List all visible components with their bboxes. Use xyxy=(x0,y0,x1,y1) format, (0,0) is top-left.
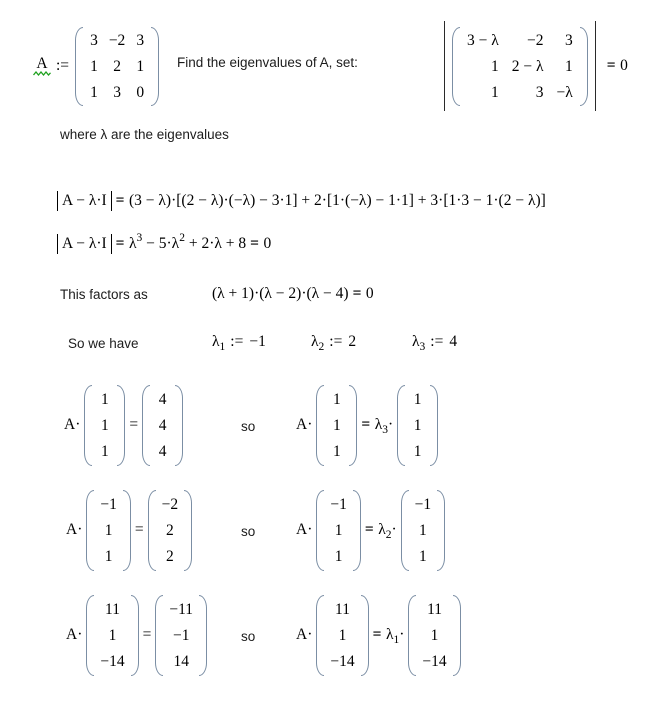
boolean-equals: = xyxy=(115,235,126,252)
lambda3-definition[interactable] xyxy=(412,333,457,351)
left-paren xyxy=(452,27,460,106)
product-vector: 4 4 4 xyxy=(142,385,183,466)
where-text-region[interactable]: where λ are the eigenvalues xyxy=(60,127,229,142)
left-paren xyxy=(148,490,156,571)
matrix-a-definition-region[interactable] xyxy=(33,26,159,106)
green-squiggle-underline-icon xyxy=(33,71,51,76)
prompt-text-region[interactable]: Find the eigenvalues of A, set: xyxy=(177,55,358,70)
eigen-identity-equation[interactable] xyxy=(296,593,461,677)
right-paren xyxy=(184,490,192,571)
eigen-check-equation[interactable] xyxy=(66,488,192,572)
matrix-cell: 2 − λ xyxy=(511,57,544,75)
right-paren xyxy=(199,595,207,676)
right-paren xyxy=(353,490,361,571)
boolean-equals: = xyxy=(352,285,362,302)
matrix-a-ref: A· xyxy=(296,521,313,538)
eigenvector: 1 1 1 xyxy=(84,385,125,466)
lambda-factor: $\lambda_1\cdot$ xyxy=(385,626,405,646)
assign-operator: := xyxy=(56,57,70,74)
lambda3-symbol: $\lambda_3$ xyxy=(412,333,426,353)
left-paren xyxy=(84,385,92,466)
left-paren xyxy=(408,595,416,676)
matrix-cell: −2 xyxy=(527,31,544,49)
lambda-factor: $\lambda_3\cdot$ xyxy=(374,416,394,436)
factors-equation-region[interactable] xyxy=(212,285,374,303)
factors-rhs: 0 xyxy=(365,285,374,302)
determinant-matrix xyxy=(452,27,588,106)
matrix-a-ref: A· xyxy=(66,521,83,538)
eigenvector: 1 1 1 xyxy=(316,385,357,466)
boolean-equals: = xyxy=(250,235,260,252)
matrix-a-ref: A· xyxy=(66,626,83,643)
right-paren xyxy=(453,595,461,676)
eigenvector: 11 1 −14 xyxy=(86,595,138,676)
left-paren xyxy=(401,490,409,571)
product-vector: −11 −1 14 xyxy=(155,595,207,676)
so-label: so xyxy=(241,524,256,539)
abs-value-lhs: A − λ·I xyxy=(57,234,112,254)
lambda2-definition[interactable] xyxy=(311,333,356,351)
variable-a-label xyxy=(33,56,51,77)
polynomial-equation-region[interactable] xyxy=(57,234,271,254)
determinant-rhs: 0 xyxy=(620,57,628,74)
boolean-equals: = xyxy=(115,192,126,209)
matrix-a-ref: A· xyxy=(296,416,313,433)
matrix-cell: 1 xyxy=(491,83,499,101)
matrix-cell: 3 − λ xyxy=(467,31,499,49)
expansion-equation-region[interactable] xyxy=(57,191,546,211)
left-paren xyxy=(316,385,324,466)
eigen-check-equation[interactable] xyxy=(64,383,183,467)
matrix-a-ref: A· xyxy=(64,416,81,433)
expansion-expression: (3 − λ)·[(2 − λ)·(−λ) − 3·1] + 2·[1·(−λ) − 1·1] + 3·[1·3 − 1·(2 − λ)] xyxy=(129,192,546,209)
matrix-cell: 3 xyxy=(535,83,544,101)
product-vector: −2 2 2 xyxy=(148,490,193,571)
equals: = xyxy=(129,416,139,433)
verification-row xyxy=(0,488,656,572)
boolean-equals: = xyxy=(364,521,375,538)
abs-value-lhs: A − λ·I xyxy=(57,191,112,211)
eigen-identity-equation[interactable] xyxy=(296,488,445,572)
eigen-identity-equation[interactable] xyxy=(296,383,438,467)
determinant-left-bar xyxy=(444,21,445,111)
lambda1-value: −1 xyxy=(249,333,266,350)
left-paren xyxy=(155,595,163,676)
right-paren xyxy=(117,385,125,466)
factored-expression: (λ + 1)·(λ − 2)·(λ − 4) xyxy=(212,285,349,302)
eigenvector: −1 1 1 xyxy=(316,490,361,571)
matrix-cell: 3 xyxy=(113,83,121,101)
assign-operator: := xyxy=(430,333,444,350)
right-paren xyxy=(349,385,357,466)
right-paren xyxy=(131,595,139,676)
matrix-a xyxy=(75,27,159,106)
factors-label-region[interactable]: This factors as xyxy=(60,287,148,302)
right-paren xyxy=(151,27,159,106)
matrix-cell: 1 xyxy=(136,57,145,75)
lambda2-value: 2 xyxy=(348,333,357,350)
polynomial-expression: $\lambda^3 - 5\cdot\lambda^2 + 2\cdot\lambda + 8$ xyxy=(129,232,247,252)
verification-row xyxy=(0,383,656,467)
matrix-cell: 3 xyxy=(136,31,145,49)
left-paren xyxy=(316,595,324,676)
lambda-factor: $\lambda_2\cdot$ xyxy=(378,521,397,541)
left-paren xyxy=(75,27,83,106)
right-paren xyxy=(580,27,588,106)
right-paren xyxy=(175,385,183,466)
boolean-equals: = xyxy=(606,57,617,74)
right-paren xyxy=(437,490,445,571)
matrix-cell: 1 xyxy=(491,57,499,75)
lambda1-symbol: $\lambda_1$ xyxy=(212,333,226,353)
verification-row xyxy=(0,593,656,677)
left-paren xyxy=(316,490,324,571)
eigenvector: −1 1 1 xyxy=(401,490,446,571)
matrix-cell: −λ xyxy=(556,83,573,101)
left-paren xyxy=(142,385,150,466)
matrix-cell: 1 xyxy=(90,83,98,101)
determinant-region[interactable] xyxy=(441,24,628,108)
boolean-equals: = xyxy=(372,626,382,643)
eigenvector: 11 1 −14 xyxy=(408,595,460,676)
variable-a: A xyxy=(36,54,48,72)
eigenvector: −1 1 1 xyxy=(86,490,131,571)
lambda2-symbol: $\lambda_2$ xyxy=(311,333,325,353)
boolean-equals: = xyxy=(361,416,371,433)
assign-operator: := xyxy=(329,333,343,350)
left-paren xyxy=(86,595,94,676)
right-paren xyxy=(430,385,438,466)
matrix-cell: 2 xyxy=(113,57,121,75)
assign-operator: := xyxy=(230,333,244,350)
determinant-right-bar xyxy=(595,21,596,111)
lambda3-value: 4 xyxy=(449,333,458,350)
polynomial-rhs: 0 xyxy=(263,235,272,252)
matrix-cell: 1 xyxy=(90,57,98,75)
so-label: so xyxy=(241,629,256,644)
eigenvector: 11 1 −14 xyxy=(316,595,368,676)
equals: = xyxy=(142,626,152,643)
so-label: so xyxy=(241,419,256,434)
left-paren xyxy=(397,385,405,466)
matrix-cell: 3 xyxy=(565,31,573,49)
eigenvector: 1 1 1 xyxy=(397,385,438,466)
lambda1-definition[interactable] xyxy=(212,333,266,351)
so-we-have-label[interactable]: So we have xyxy=(68,336,139,351)
matrix-cell: −2 xyxy=(108,31,126,49)
matrix-cell: 3 xyxy=(90,31,98,49)
right-paren xyxy=(361,595,369,676)
matrix-a-ref: A· xyxy=(296,626,313,643)
eigen-check-equation[interactable] xyxy=(66,593,207,677)
left-paren xyxy=(86,490,94,571)
equals: = xyxy=(134,521,144,538)
matrix-cell: 0 xyxy=(136,83,145,101)
right-paren xyxy=(123,490,131,571)
matrix-cell: 1 xyxy=(565,57,573,75)
